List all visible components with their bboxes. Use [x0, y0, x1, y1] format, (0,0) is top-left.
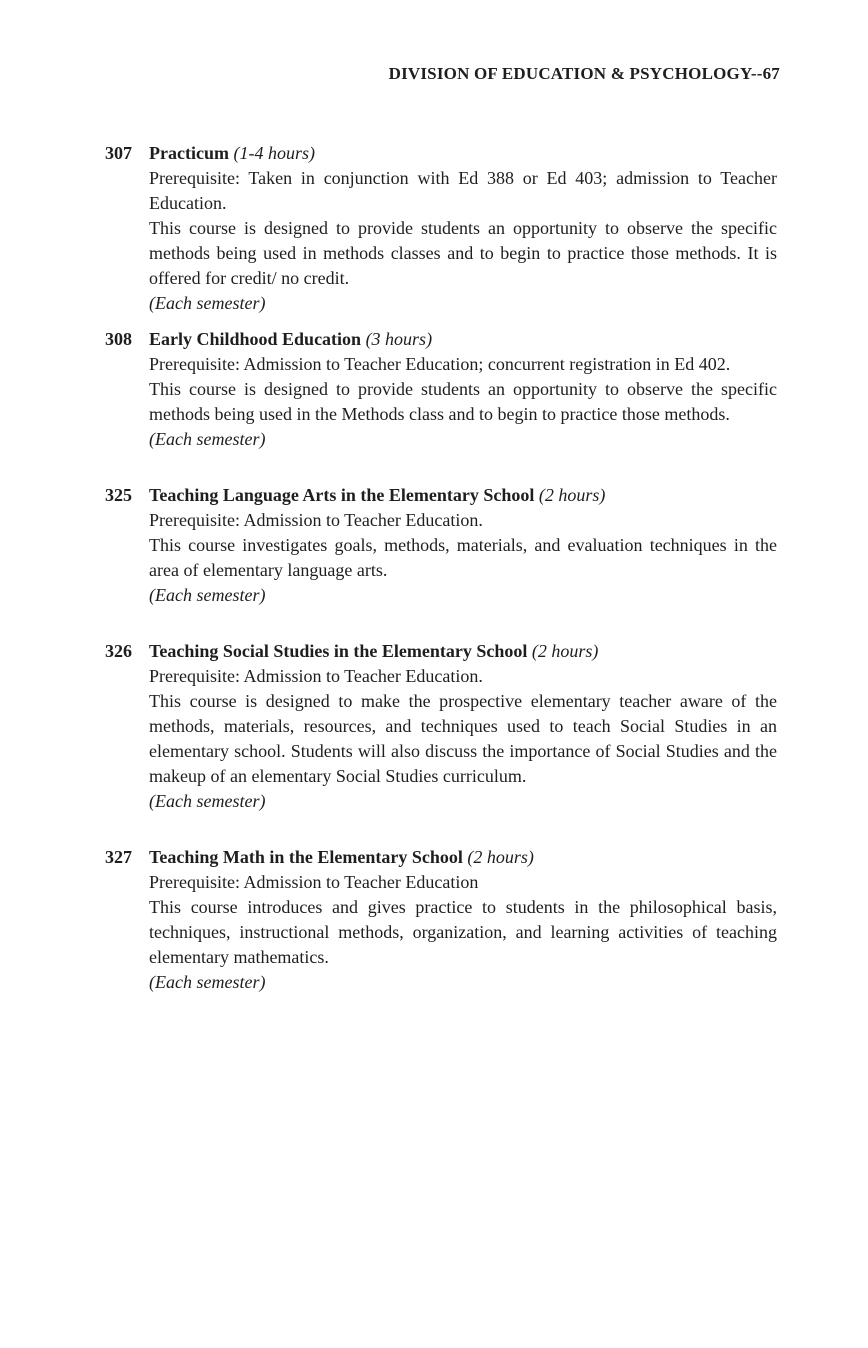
course-hours: (1-4 hours)	[233, 143, 315, 163]
course-semester: (Each semester)	[149, 972, 266, 992]
course-entry-307	[105, 140, 777, 316]
course-hours: (2 hours)	[467, 847, 534, 867]
course-semester: (Each semester)	[149, 293, 266, 313]
course-hours: (2 hours)	[538, 485, 606, 505]
course-heading	[105, 140, 777, 166]
course-body	[149, 508, 777, 608]
course-entry-326	[105, 638, 777, 814]
course-entry-325	[105, 482, 777, 608]
course-title: Teaching Social Studies in the Elementary School	[149, 641, 528, 661]
course-body	[149, 870, 777, 995]
course-title: Practicum	[149, 143, 229, 163]
course-semester: (Each semester)	[149, 429, 266, 449]
course-description: This course is designed to provide students an opportunity to observe the specific methods being used in methods classes and to begin to practice those methods. It is offered for credit/ no credit.	[149, 218, 777, 288]
course-title: Teaching Language Arts in the Elementary School	[149, 485, 535, 505]
course-description: This course is designed to make the prospective elementary teacher aware of the methods, materials, resources, and techniques used to teach Social Studies in an elementary school. Students will also discuss the importance of Social Studies and the makeup of an elementary Social Studies curriculum.	[149, 691, 777, 786]
course-description: This course investigates goals, methods, materials, and evaluation techniques in the area of elementary language arts.	[149, 535, 777, 580]
course-list	[105, 140, 777, 995]
course-heading	[105, 326, 777, 352]
course-prerequisite: Prerequisite: Taken in conjunction with Ed 388 or Ed 403; admission to Teacher Education.	[149, 168, 777, 213]
course-body	[149, 664, 777, 814]
course-number: 325	[105, 485, 132, 505]
course-number: 308	[105, 329, 132, 349]
course-hours: (2 hours)	[531, 641, 599, 661]
course-title: Early Childhood Education	[149, 329, 362, 349]
course-heading	[105, 482, 777, 508]
course-prerequisite: Prerequisite: Admission to Teacher Education	[149, 872, 479, 892]
course-number: 326	[105, 641, 132, 661]
course-hours: (3 hours)	[365, 329, 433, 349]
course-title: Teaching Math in the Elementary School	[149, 847, 463, 867]
course-heading	[105, 844, 777, 870]
course-prerequisite: Prerequisite: Admission to Teacher Education.	[149, 510, 483, 530]
course-description: This course is designed to provide students an opportunity to observe the specific methods being used in the Methods class and to begin to practice those methods.	[149, 379, 777, 424]
course-description: This course introduces and gives practice to students in the philosophical basis, techniques, instructional methods, organization, and learning activities of teaching elementary mathematics.	[149, 897, 777, 967]
course-prerequisite: Prerequisite: Admission to Teacher Education.	[149, 666, 483, 686]
course-body	[149, 352, 777, 452]
course-number: 327	[105, 847, 132, 867]
course-heading	[105, 638, 777, 664]
course-entry-327	[105, 844, 777, 995]
course-entry-308	[105, 326, 777, 452]
course-prerequisite: Prerequisite: Admission to Teacher Education; concurrent registration in Ed 402.	[149, 354, 731, 374]
page-header: DIVISION OF EDUCATION & PSYCHOLOGY--67	[388, 64, 780, 83]
course-body	[149, 166, 777, 316]
course-semester: (Each semester)	[149, 585, 266, 605]
course-semester: (Each semester)	[149, 791, 266, 811]
course-number: 307	[105, 143, 132, 163]
